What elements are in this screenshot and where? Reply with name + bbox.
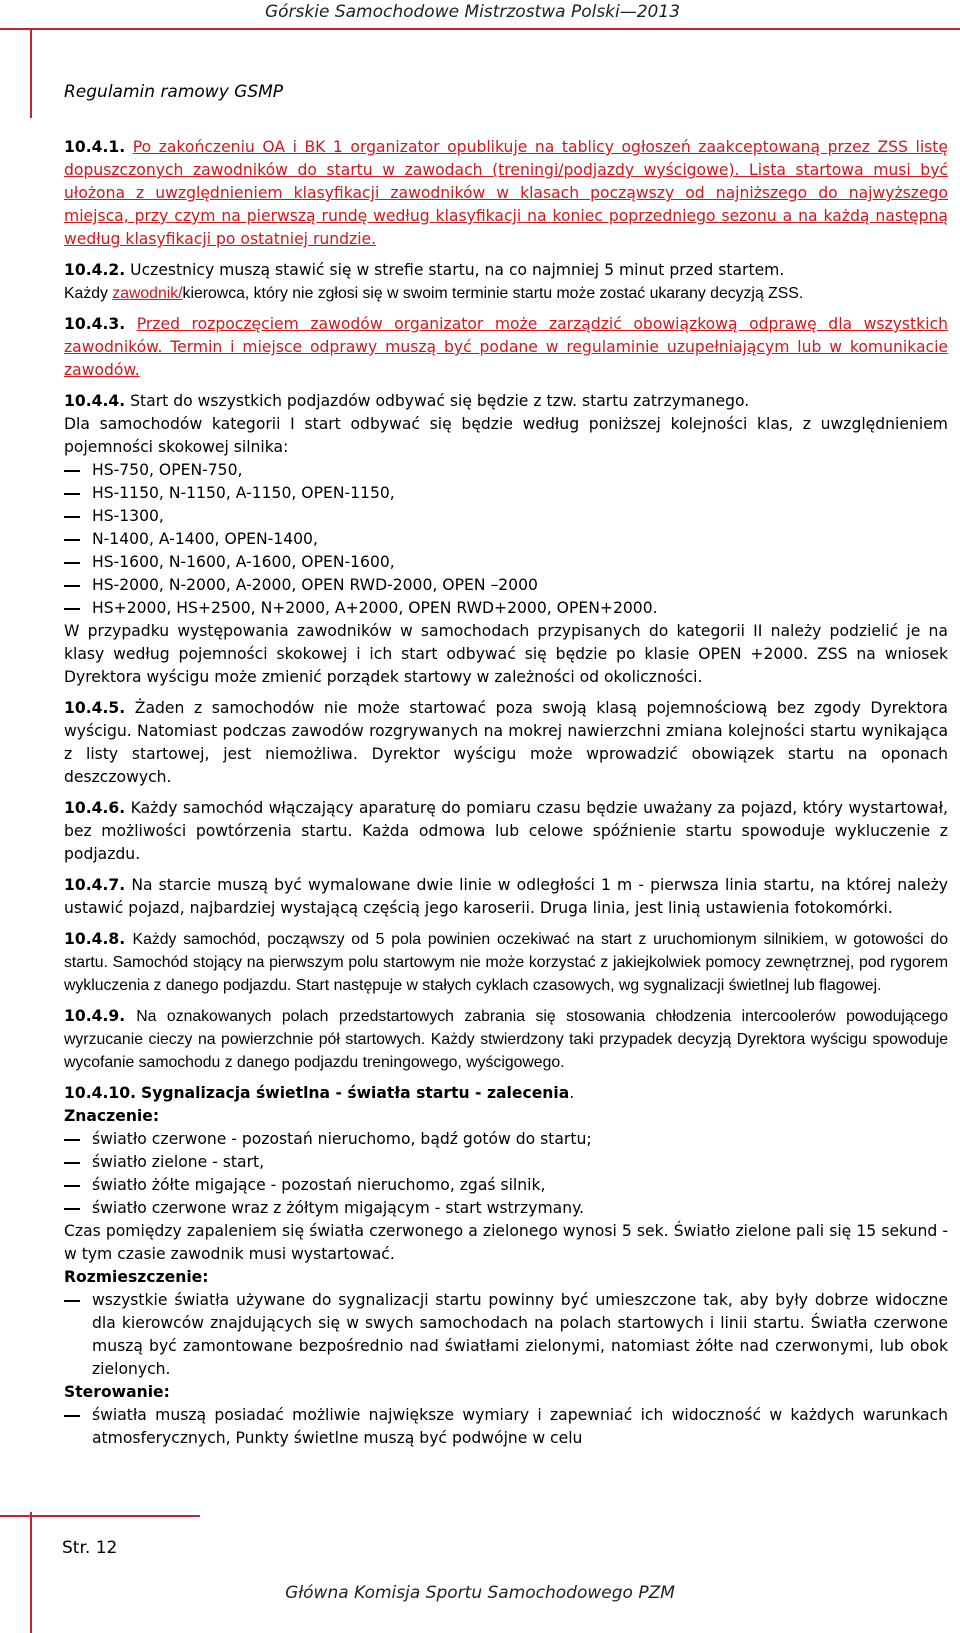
section-text: Uczestnicy muszą stawić się w strefie startu, na co najmniej 5 minut przed startem. xyxy=(130,261,785,279)
subheading-placement: Rozmieszczenie: xyxy=(64,1268,209,1286)
subheading-meaning: Znaczenie: xyxy=(64,1107,160,1125)
list-item: HS-750, OPEN-750, xyxy=(64,459,948,482)
list-item: światło czerwone wraz z żółtym migającym - start wstrzymany. xyxy=(64,1197,948,1220)
header-title: Górskie Samochodowe Mistrzostwa Polski—2013 xyxy=(264,2,681,22)
section-10-4-9 xyxy=(64,1005,948,1074)
class-order-list xyxy=(64,459,948,620)
section-10-4-2 xyxy=(64,259,948,305)
text-fragment: Każdy xyxy=(64,285,113,302)
list-item: HS+2000, HS+2500, N+2000, A+2000, OPEN RWD+2000, OPEN+2000. xyxy=(64,597,948,620)
section-text: Na oznakowanych polach przedstartowych zabrania się stosowania chłodzenia intercoolerów powodującego wyrzucanie cieczy na powierzchnie pół startowych. Każdy stwierdzony taki przypadek decyzją Dyrektora wyścigu spowoduje wycofanie samochodu z danego podjazdu treningowego, wyścigowego. xyxy=(64,1008,948,1071)
list-item: wszystkie światła używane do sygnalizacji startu powinny być umieszczone tak, aby były dobrze widoczne dla kierowców znajdujących się w swych samochodach na polach startowych i linii startu. Światła czerwone muszą być zamontowane bezpośrednio nad światłami zielonymi, natomiast żółte nad czerwonymi, lub obok zielonych. xyxy=(64,1289,948,1381)
section-number: 10.4.5. xyxy=(64,699,126,717)
control-list xyxy=(64,1404,948,1450)
list-item: HS-1300, xyxy=(64,505,948,528)
section-text: W przypadku występowania zawodników w samochodach przypisanych do kategorii II należy podzielić je na klasy według pojemności skokowej i ich start odbywać się będzie po klasie OPEN +2000. ZSS na wniosek Dyrektora wyścigu może zmienić porządek startowy w zależności od okoliczności. xyxy=(64,622,948,686)
page-number: Str. 12 xyxy=(62,1538,118,1558)
section-number: 10.4.3. xyxy=(64,315,126,333)
section-number: 10.4.1. xyxy=(64,138,126,156)
section-text-narrow xyxy=(64,285,803,302)
document-body xyxy=(64,136,948,1450)
list-item: światło czerwone - pozostań nieruchomo, bądź gotów do startu; xyxy=(64,1128,948,1151)
section-text: Start do wszystkich podjazdów odbywać się będzie z tzw. startu zatrzymanego. xyxy=(130,392,750,410)
placement-list xyxy=(64,1289,948,1381)
list-item: światło żółte migające - pozostań nieruchomo, zgaś silnik, xyxy=(64,1174,948,1197)
list-item: światła muszą posiadać możliwie największe wymiary i zapewniać ich widoczność w każdych warunkach atmosferycznych, Punkty świetlne muszą być podwójne w celu xyxy=(64,1404,948,1450)
section-number: 10.4.4. xyxy=(64,392,126,410)
meaning-list xyxy=(64,1128,948,1220)
section-text: Na starcie muszą być wymalowane dwie linie w odległości 1 m - pierwsza linia startu, na której należy ustawić pojazd, najbardziej wystającą częścią jego karoserii. Druga linia, jest linią ustawienia fotokomórki. xyxy=(64,876,948,917)
section-10-4-4 xyxy=(64,390,948,689)
section-text: Po zakończeniu OA i BK 1 organizator opublikuje na tablicy ogłoszeń zaakceptowaną przez ZSS listę dopuszczonych zawodników do startu w zawodach (treningi/podjazdy wyścigowe). Lista startowa musi być ułożona z uwzględnieniem klasyfikacji zawodników w klasach począwszy od najniższego do najwyższego miejsca, przy czym na pierwszą rundę według klasyfikacji na koniec poprzedniego sezonu a na każdą następną według klasyfikacji po ostatniej rundzie. xyxy=(64,138,948,248)
footer-title: Główna Komisja Sportu Samochodowego PZM xyxy=(285,1583,675,1603)
section-number: 10.4.6. xyxy=(64,799,126,817)
list-item: HS-1600, N-1600, A-1600, OPEN-1600, xyxy=(64,551,948,574)
section-10-4-5 xyxy=(64,697,948,789)
list-item: N-1400, A-1400, OPEN-1400, xyxy=(64,528,948,551)
footer-rule xyxy=(0,1515,200,1517)
list-item: HS-2000, N-2000, A-2000, OPEN RWD-2000, OPEN –2000 xyxy=(64,574,948,597)
section-text: Żaden z samochodów nie może startować poza swoją klasą pojemnościową bez zgody Dyrektora wyścigu. Natomiast podczas zawodów rozgrywanych na mokrej nawierzchni zmiana kolejności startu wynikająca z listy startowej, jest niemożliwa. Dyrektor wyścigu może wprowadzić obowiązek startu na oponach deszczowych. xyxy=(64,699,948,786)
timing-text: Czas pomiędzy zapaleniem się światła czerwonego a zielonego wynosi 5 sek. Światło zielone pali się 15 sekund - w tym czasie zawodnik musi wystartować. xyxy=(64,1222,948,1263)
list-item: HS-1150, N-1150, A-1150, OPEN-1150, xyxy=(64,482,948,505)
text-fragment: kierowca, który nie zgłosi się w swoim terminie startu może zostać ukarany decyzją ZSS. xyxy=(182,285,804,302)
document-subtitle: Regulamin ramowy GSMP xyxy=(64,82,284,102)
text-fragment-red: zawodnik/ xyxy=(112,285,183,302)
section-10-4-1 xyxy=(64,136,948,251)
footer-side-rule xyxy=(30,1512,32,1633)
section-number: 10.4.8. xyxy=(64,930,126,948)
section-number: 10.4.9. xyxy=(64,1007,126,1025)
section-title: Sygnalizacja świetlna - światła startu - zalecenia xyxy=(141,1084,570,1102)
section-10-4-6 xyxy=(64,797,948,866)
section-text: Przed rozpoczęciem zawodów organizator może zarządzić obowiązkową odprawę dla wszystkich zawodników. Termin i miejsce odprawy muszą być podane w regulaminie uzupełniającym lub w komunikacie zawodów. xyxy=(64,315,948,379)
header-side-rule xyxy=(30,28,32,118)
list-item: światło zielone - start, xyxy=(64,1151,948,1174)
subheading-control: Sterowanie: xyxy=(64,1383,170,1401)
section-10-4-3 xyxy=(64,313,948,382)
section-title-period: . xyxy=(569,1084,575,1102)
section-text: Każdy samochód włączający aparaturę do pomiaru czasu będzie uważany za pojazd, który wystartował, bez możliwości powtórzenia startu. Każda odmowa lub celowe spóźnienie startu spowoduje wykluczenie z podjazdu. xyxy=(64,799,948,863)
section-10-4-7 xyxy=(64,874,948,920)
section-10-4-8 xyxy=(64,928,948,997)
section-number: 10.4.10. xyxy=(64,1084,137,1102)
section-text: Dla samochodów kategorii I start odbywać się będzie według poniższej kolejności klas, z uwzględnieniem pojemności skokowej silnika: xyxy=(64,415,948,456)
header-rule xyxy=(0,28,960,30)
section-number: 10.4.2. xyxy=(64,261,126,279)
section-text: Każdy samochód, począwszy od 5 pola powinien oczekiwać na start z uruchomionym silnikiem, w gotowości do startu. Samochód stojący na pierwszym polu startowym nie może korzystać z jakiejkolwiek pomocy zewnętrznej, pod rygorem wykluczenia z danego podjazdu. Start następuje w stałych cyklach czasowych, wg sygnalizacji świetlnej lub flagowej. xyxy=(64,931,948,994)
section-number: 10.4.7. xyxy=(64,876,126,894)
section-10-4-10 xyxy=(64,1082,948,1450)
